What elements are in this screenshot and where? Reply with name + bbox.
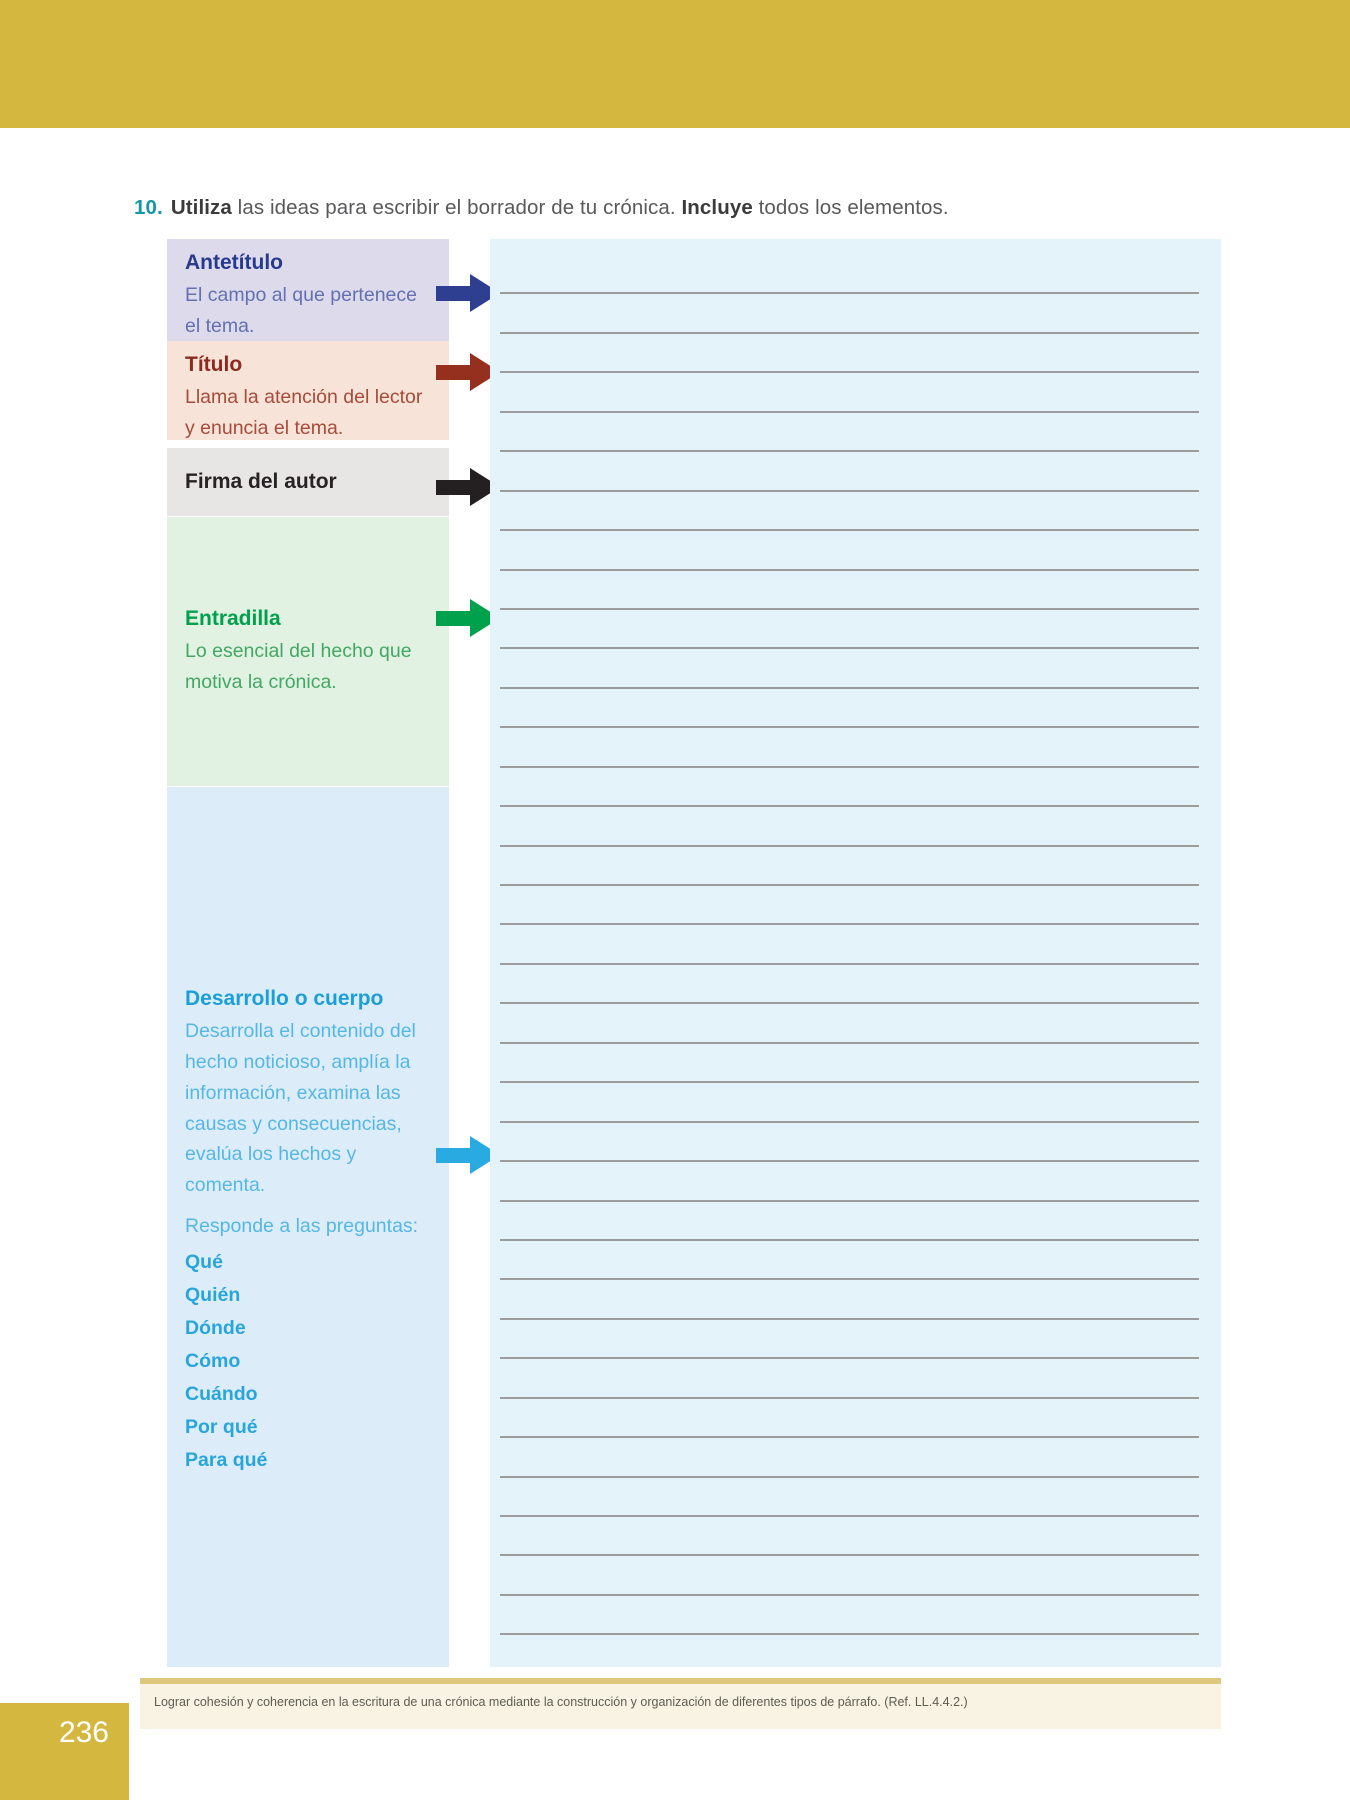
ruled-line xyxy=(500,294,1199,333)
arrow-tail xyxy=(436,611,470,626)
ruled-line xyxy=(500,689,1199,728)
arrow-tail xyxy=(436,480,470,495)
ruled-line xyxy=(500,373,1199,412)
question-word: Qué xyxy=(185,1250,223,1273)
ruled-line xyxy=(500,1202,1199,1241)
arrow-tail xyxy=(436,286,470,301)
writing-area xyxy=(490,239,1221,1667)
ruled-line xyxy=(500,847,1199,886)
ruled-line xyxy=(500,1596,1199,1635)
section-box-titulo xyxy=(167,341,449,440)
section-description: Lo esencial del hecho que motiva la crónica. xyxy=(185,640,412,694)
section-description: Llama la atención del lector y enuncia el tema. xyxy=(185,386,423,440)
ruled-line xyxy=(500,649,1199,688)
exercise-instruction xyxy=(134,196,1134,220)
question-word: Cuándo xyxy=(185,1382,258,1405)
section-description: El campo al que pertenece el tema. xyxy=(185,284,417,338)
ruled-line xyxy=(500,1123,1199,1162)
ruled-line xyxy=(500,1241,1199,1280)
question-word: Para qué xyxy=(185,1448,268,1471)
ruled-line xyxy=(500,255,1199,294)
instruction-fragment: Utiliza xyxy=(170,196,232,219)
instruction-fragment: todos los elementos. xyxy=(752,196,949,219)
ruled-line xyxy=(500,965,1199,1004)
question-word-list xyxy=(185,1246,435,1477)
page-number: 236 xyxy=(58,1716,109,1749)
section-description: Desarrolla el contenido del hecho noticioso, amplía la información, examina las causas y consecuencias, evalúa los hechos y comenta. xyxy=(185,1020,416,1197)
ruled-line xyxy=(500,1162,1199,1201)
ruled-lines xyxy=(500,255,1199,1635)
section-title: Entradilla xyxy=(185,607,281,630)
section-title: Firma del autor xyxy=(185,470,337,493)
ruled-line xyxy=(500,334,1199,373)
ruled-line xyxy=(500,1556,1199,1595)
arrow-tail xyxy=(436,365,470,380)
ruled-line xyxy=(500,1083,1199,1122)
section-box-entradilla xyxy=(167,517,449,786)
question-word: Cómo xyxy=(185,1349,241,1372)
ruled-line xyxy=(500,492,1199,531)
question-word: Por qué xyxy=(185,1415,258,1438)
arrow-tail xyxy=(436,1148,470,1163)
ruled-line xyxy=(500,1399,1199,1438)
instruction-fragment: Incluye xyxy=(681,196,753,219)
question-word: Quién xyxy=(185,1283,241,1306)
question-word: Dónde xyxy=(185,1316,246,1339)
ruled-line xyxy=(500,1044,1199,1083)
section-box-antetitulo xyxy=(167,239,449,341)
section-title: Desarrollo o cuerpo xyxy=(185,987,384,1010)
ruled-line xyxy=(500,1438,1199,1477)
section-title: Título xyxy=(185,353,243,376)
section-prompt: Responde a las preguntas: xyxy=(185,1215,419,1238)
ruled-line xyxy=(500,531,1199,570)
ruled-line xyxy=(500,452,1199,491)
ruled-line xyxy=(500,925,1199,964)
section-title: Antetítulo xyxy=(185,251,283,274)
ruled-line xyxy=(500,1359,1199,1398)
ruled-line xyxy=(500,728,1199,767)
section-box-firma-del-autor xyxy=(167,448,449,516)
section-box-desarrollo-o-cuerpo xyxy=(167,787,449,1667)
ruled-line xyxy=(500,1517,1199,1556)
ruled-line xyxy=(500,886,1199,925)
page-number-tab xyxy=(0,1703,129,1800)
ruled-line xyxy=(500,768,1199,807)
learning-objective-note: Lograr cohesión y coherencia en la escritura de una crónica mediante la construcción y organización de diferentes tipos de párrafo. (Ref. LL.4.4.2.) xyxy=(140,1684,1221,1729)
ruled-line xyxy=(500,610,1199,649)
instruction-fragment: las ideas para escribir el borrador de tu crónica. xyxy=(231,196,682,219)
exercise-number: 10. xyxy=(134,196,163,219)
ruled-line xyxy=(500,413,1199,452)
ruled-line xyxy=(500,1320,1199,1359)
ruled-line xyxy=(500,1280,1199,1319)
ruled-line xyxy=(500,807,1199,846)
ruled-line xyxy=(500,571,1199,610)
ruled-line xyxy=(500,1004,1199,1043)
top-color-band xyxy=(0,0,1350,128)
ruled-line xyxy=(500,1478,1199,1517)
